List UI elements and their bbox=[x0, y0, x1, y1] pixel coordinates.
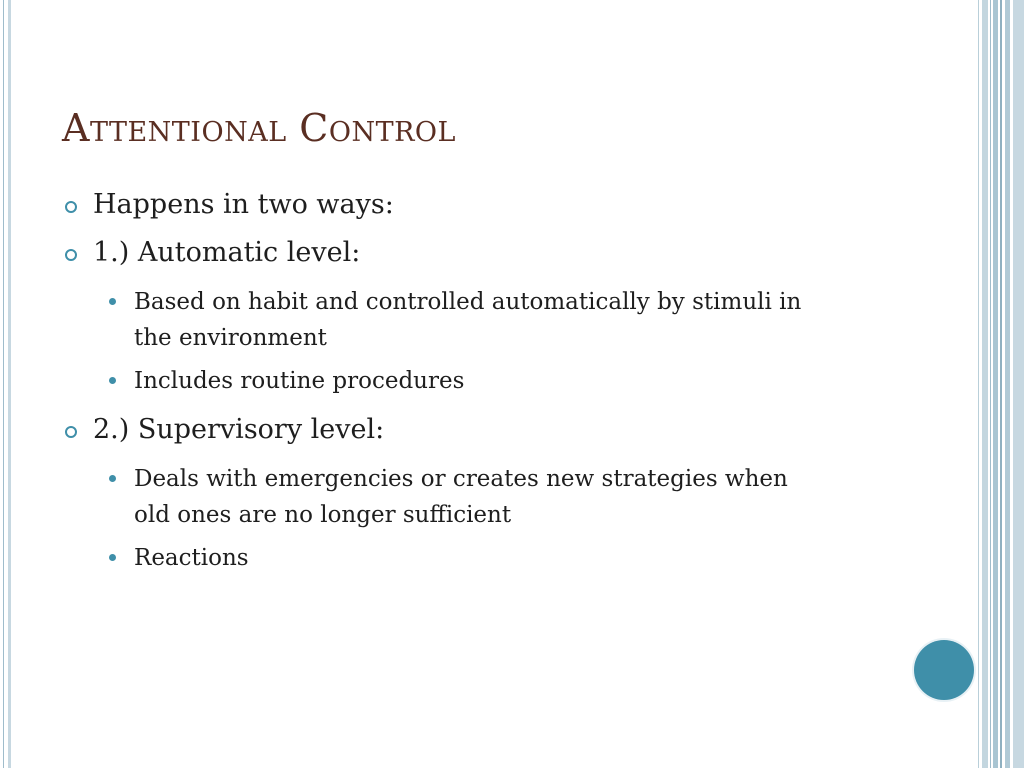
slide-title: Attentional Control bbox=[62, 106, 456, 150]
bullet-item-level2 bbox=[62, 461, 824, 533]
right-decorative-stripes bbox=[978, 0, 1024, 768]
bullet-text: Reactions bbox=[134, 545, 249, 571]
left-border-line bbox=[8, 0, 11, 768]
bullet-list bbox=[62, 188, 882, 583]
bullet-text: Includes routine procedures bbox=[134, 368, 465, 394]
stripe bbox=[978, 0, 979, 768]
bullet-item-level1 bbox=[62, 236, 882, 270]
bullet-text: 1.) Automatic level: bbox=[93, 237, 361, 268]
ring-bullet-icon bbox=[65, 249, 77, 261]
bullet-text: 2.) Supervisory level: bbox=[93, 414, 385, 445]
dot-bullet-icon bbox=[109, 554, 116, 561]
dot-bullet-icon bbox=[109, 475, 116, 482]
bullet-item-level1 bbox=[62, 413, 882, 447]
bullet-text: Deals with emergencies or creates new strategies when old ones are no longer sufficient bbox=[134, 466, 788, 528]
stripe bbox=[993, 0, 998, 768]
dot-bullet-icon bbox=[109, 377, 116, 384]
bullet-item-level2 bbox=[62, 284, 824, 356]
stripe bbox=[1000, 0, 1002, 768]
ring-bullet-icon bbox=[65, 201, 77, 213]
stripe bbox=[1013, 0, 1024, 768]
stripe bbox=[990, 0, 991, 768]
bullet-item-level2 bbox=[62, 363, 824, 399]
bullet-text: Based on habit and controlled automatically by stimuli in the environment bbox=[134, 289, 802, 351]
bullet-item-level1 bbox=[62, 188, 882, 222]
dot-bullet-icon bbox=[109, 298, 116, 305]
left-border-line bbox=[3, 0, 4, 768]
bullet-text: Happens in two ways: bbox=[93, 189, 394, 220]
bullet-item-level2 bbox=[62, 540, 824, 576]
decorative-circle bbox=[914, 640, 974, 700]
stripe bbox=[982, 0, 988, 768]
ring-bullet-icon bbox=[65, 426, 77, 438]
stripe bbox=[1005, 0, 1010, 768]
